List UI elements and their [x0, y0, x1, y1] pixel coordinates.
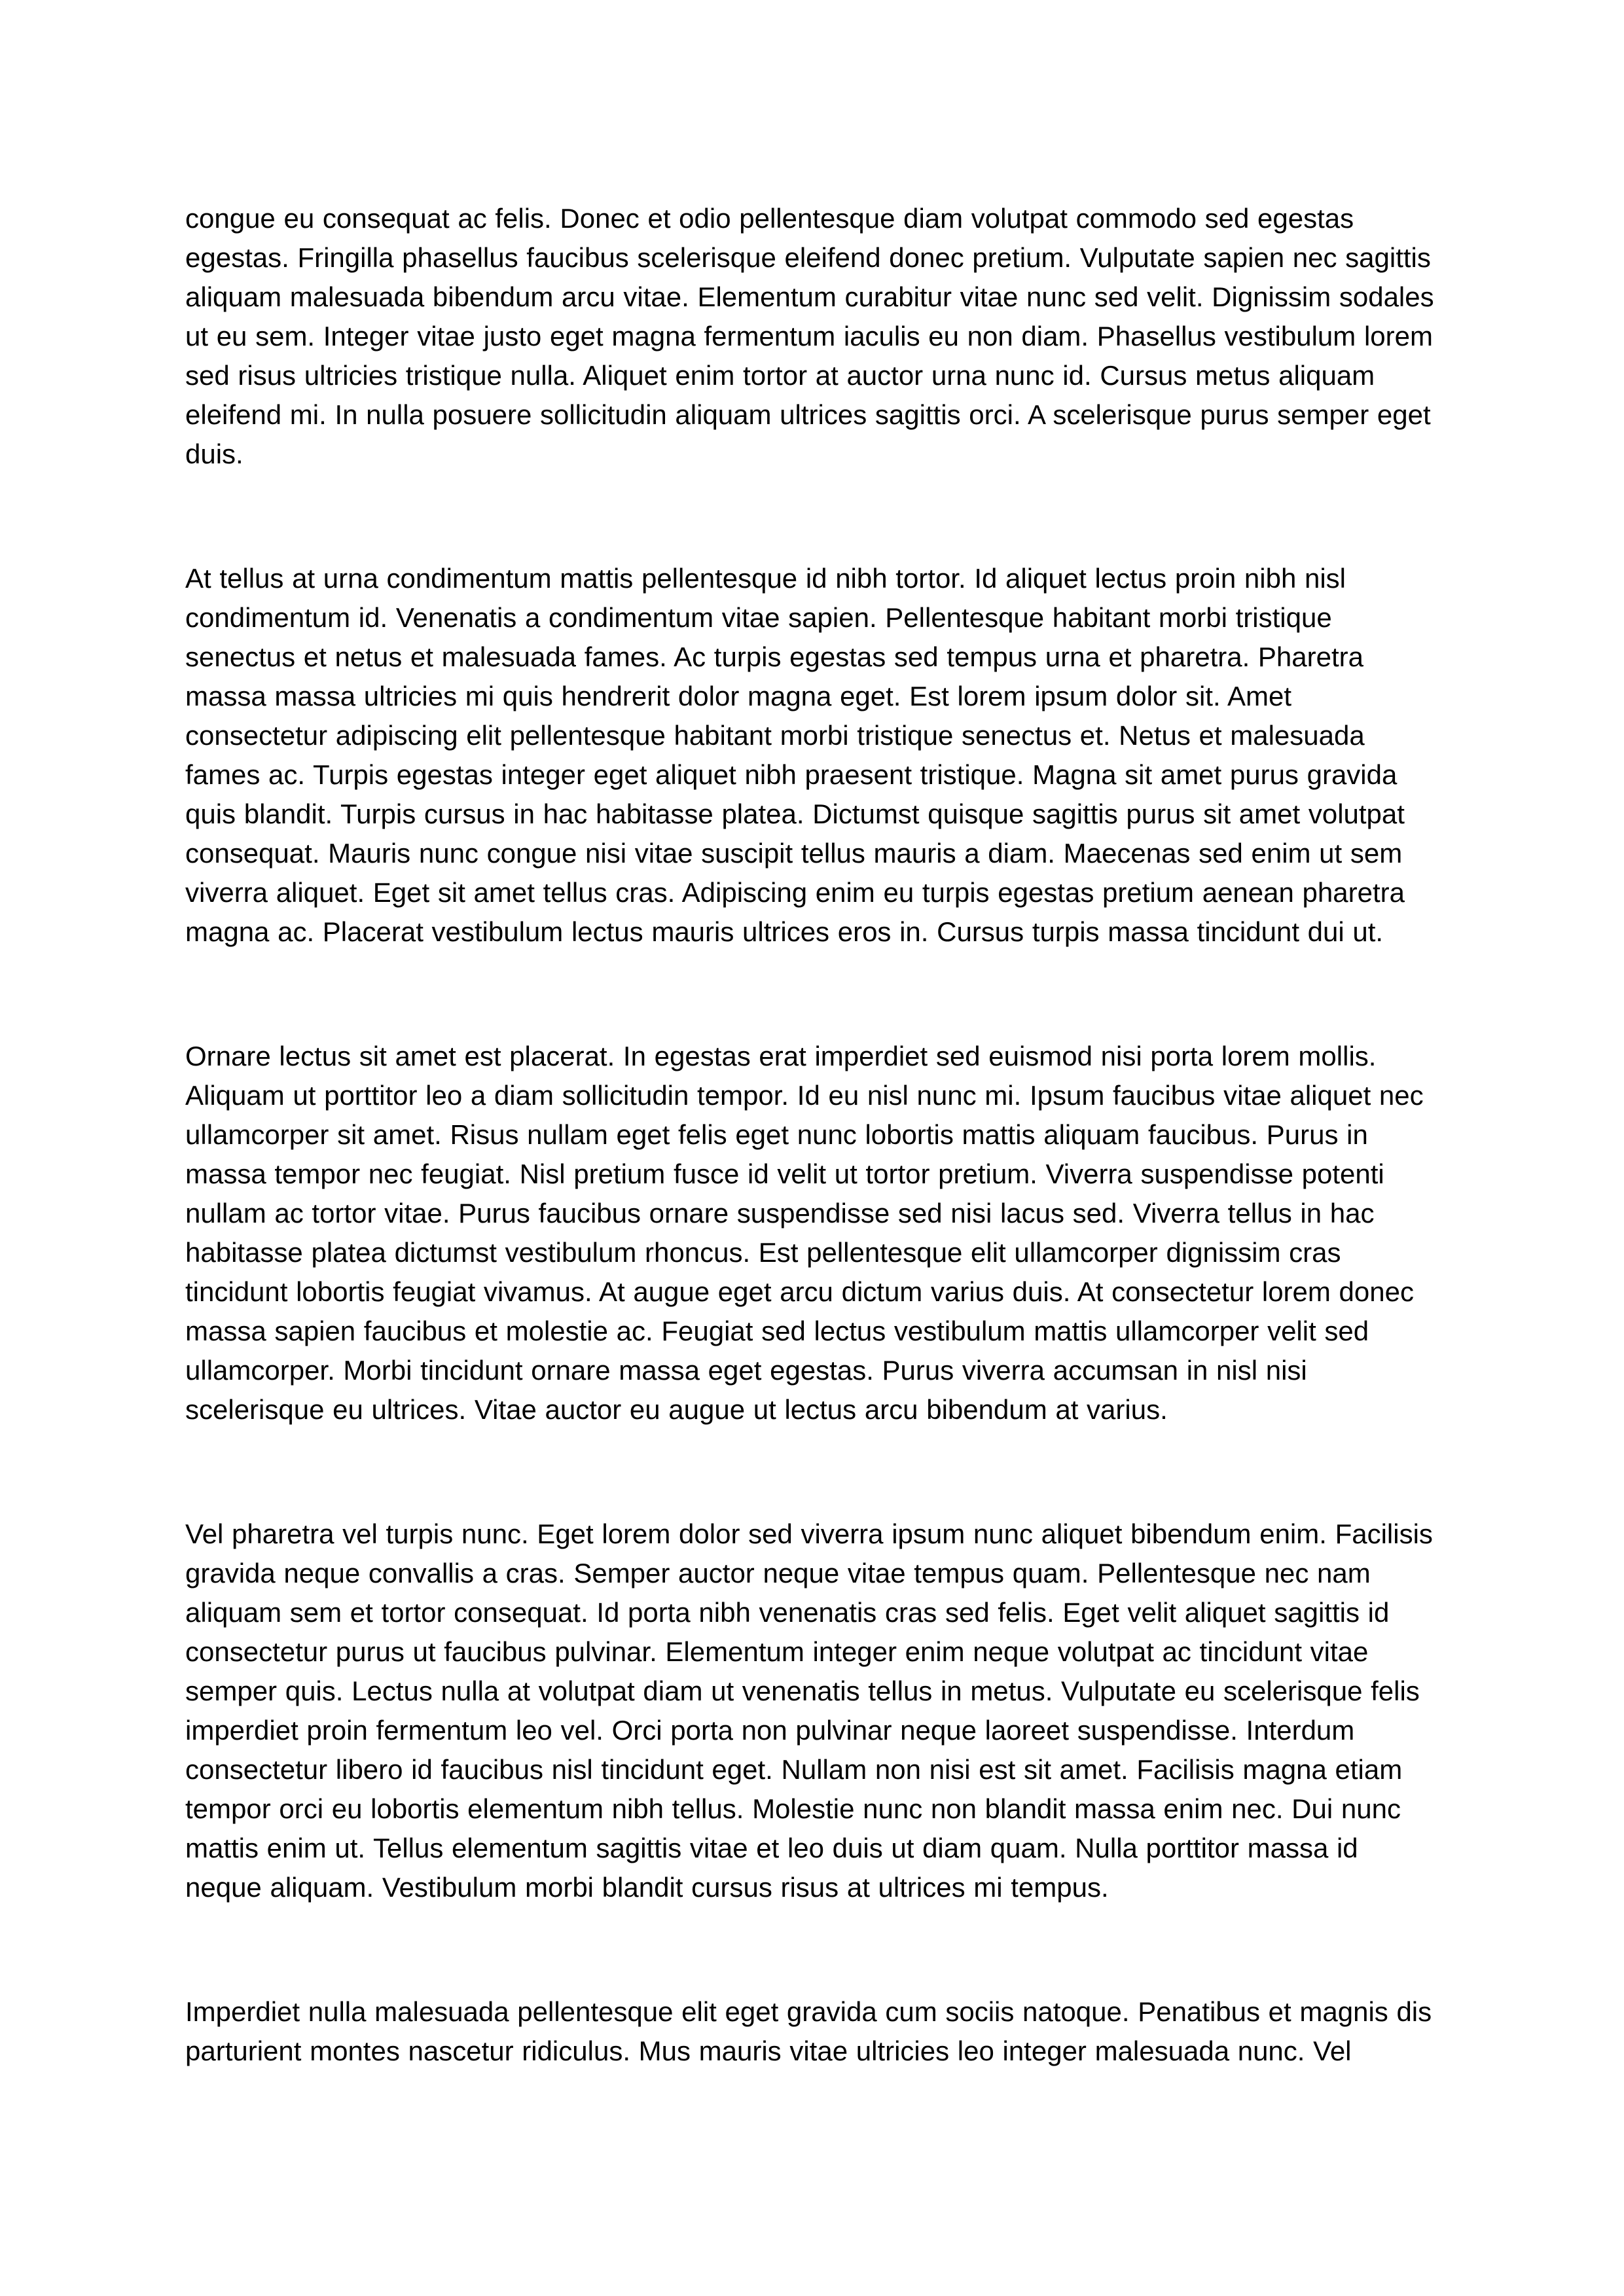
- paragraph-1: congue eu consequat ac felis. Donec et odio pellentesque diam volutpat commodo sed egestas egestas. Fringilla phasellus faucibus scelerisque eleifend donec pretium. Vulputate sapien nec sagittis aliquam malesuada bibendum arcu vitae. Elementum curabitur vitae nunc sed velit. Dignissim sodales ut eu sem. Integer vitae justo eget magna fermentum iaculis eu non diam. Phasellus vestibulum lorem sed risus ultricies tristique nulla. Aliquet enim tortor at auctor urna nunc id. Cursus metus aliquam eleifend mi. In nulla posuere sollicitudin aliquam ultrices sagittis orci. A scelerisque purus semper eget duis.: [185, 203, 1434, 469]
- paragraph-2: At tellus at urna condimentum mattis pellentesque id nibh tortor. Id aliquet lectus proin nibh nisl condimentum id. Venenatis a condimentum vitae sapien. Pellentesque habitant morbi tristique senectus et netus et malesuada fames. Ac turpis egestas sed tempus urna et pharetra. Pharetra massa massa ultricies mi quis hendrerit dolor magna eget. Est lorem ipsum dolor sit. Amet consectetur adipiscing elit pellentesque habitant morbi tristique senectus et. Netus et malesuada fames ac. Turpis egestas integer eget aliquet nibh praesent tristique. Magna sit amet purus gravida quis blandit. Turpis cursus in hac habitasse platea. Dictumst quisque sagittis purus sit amet volutpat consequat. Mauris nunc congue nisi vitae suscipit tellus mauris a diam. Maecenas sed enim ut sem viverra aliquet. Eget sit amet tellus cras. Adipiscing enim eu turpis egestas pretium aenean pharetra magna ac. Placerat vestibulum lectus mauris ultrices eros in. Cursus turpis massa tincidunt dui ut.: [185, 563, 1405, 947]
- paragraph-4: Vel pharetra vel turpis nunc. Eget lorem dolor sed viverra ipsum nunc aliquet bibendum enim. Facilisis gravida neque convallis a cras. Semper auctor neque vitae tempus quam. Pellentesque nec nam aliquam sem et tortor consequat. Id porta nibh venenatis cras sed felis. Eget velit aliquet sagittis id consectetur purus ut faucibus pulvinar. Elementum integer enim neque volutpat ac tincidunt vitae semper quis. Lectus nulla at volutpat diam ut venenatis tellus in metus. Vulputate eu scelerisque felis imperdiet proin fermentum leo vel. Orci porta non pulvinar neque laoreet suspendisse. Interdum consectetur libero id faucibus nisl tincidunt eget. Nullam non nisi est sit amet. Facilisis magna etiam tempor orci eu lobortis elementum nibh tellus. Molestie nunc non blandit massa enim nec. Dui nunc mattis enim ut. Tellus elementum sagittis vitae et leo duis ut diam quam. Nulla porttitor massa id neque aliquam. Vestibulum morbi blandit cursus risus at ultrices mi tempus.: [185, 1518, 1433, 1903]
- document-text-block: [185, 199, 1440, 2071]
- paragraph-5: Imperdiet nulla malesuada pellentesque elit eget gravida cum sociis natoque. Penatibus et magnis dis parturient montes nascetur ridiculus. Mus mauris vitae ultricies leo integer malesuada nunc. Vel: [185, 1996, 1432, 2066]
- paragraph-3: Ornare lectus sit amet est placerat. In egestas erat imperdiet sed euismod nisi porta lorem mollis. Aliquam ut porttitor leo a diam sollicitudin tempor. Id eu nisl nunc mi. Ipsum faucibus vitae aliquet nec ullamcorper sit amet. Risus nullam eget felis eget nunc lobortis mattis aliquam faucibus. Purus in massa tempor nec feugiat. Nisl pretium fusce id velit ut tortor pretium. Viverra suspendisse potenti nullam ac tortor vitae. Purus faucibus ornare suspendisse sed nisi lacus sed. Viverra tellus in hac habitasse platea dictumst vestibulum rhoncus. Est pellentesque elit ullamcorper dignissim cras tincidunt lobortis feugiat vivamus. At augue eget arcu dictum varius duis. At consectetur lorem donec massa sapien faucibus et molestie ac. Feugiat sed lectus vestibulum mattis ullamcorper velit sed ullamcorper. Morbi tincidunt ornare massa eget egestas. Purus viverra accumsan in nisl nisi scelerisque eu ultrices. Vitae auctor eu augue ut lectus arcu bibendum at varius.: [185, 1041, 1424, 1425]
